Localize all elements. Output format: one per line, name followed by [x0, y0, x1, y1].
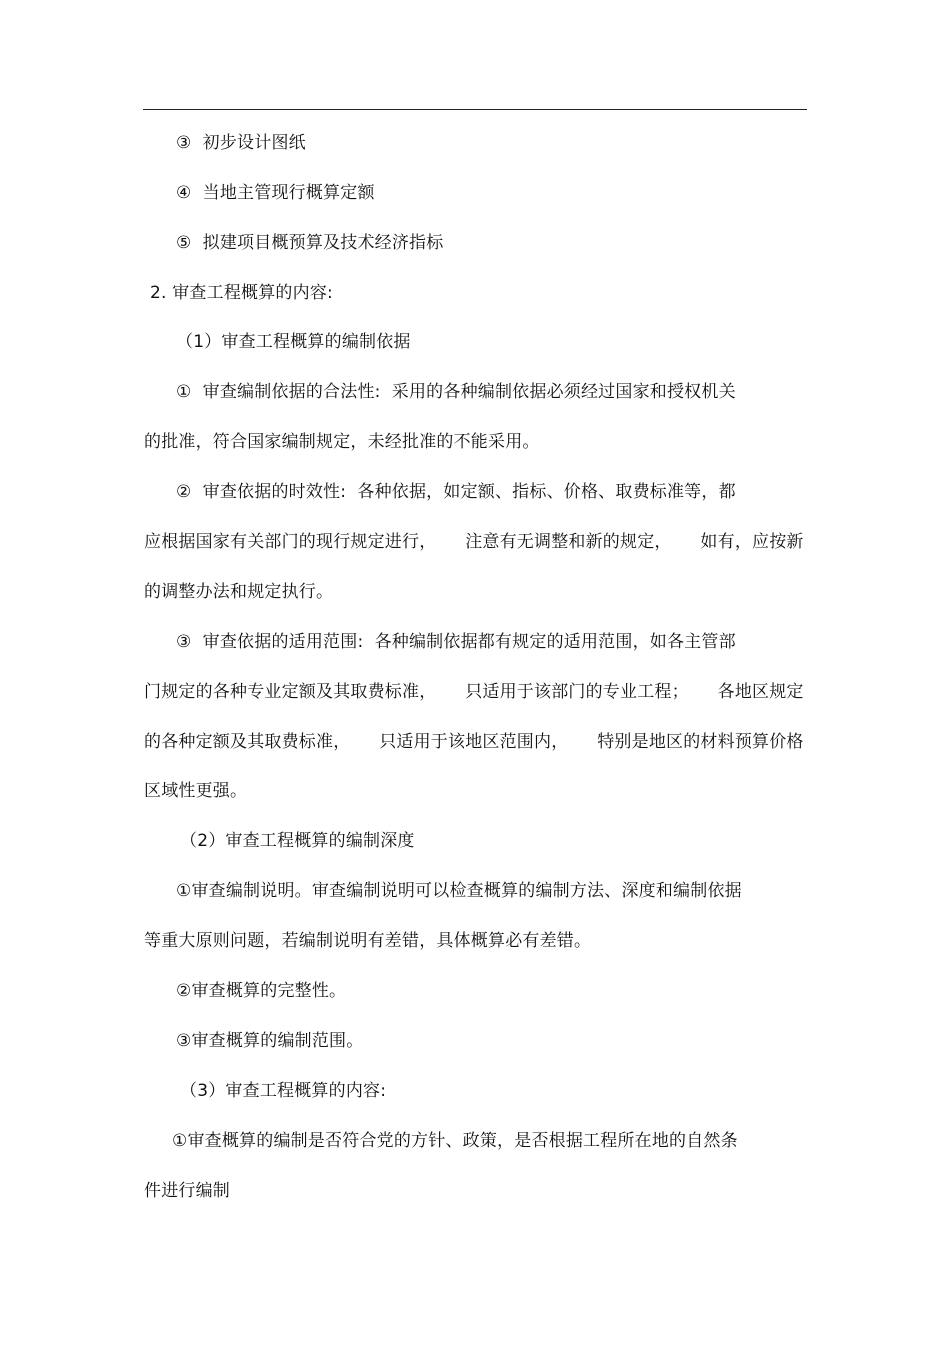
paragraph-line: 的各种定额及其取费标准， 只适用于该地区范围内， 特别是地区的材料预算价格: [144, 732, 804, 752]
subsection-heading-depth: （2）审查工程概算的编制深度: [180, 831, 415, 851]
paragraph-line: ① 审查编制依据的合法性: 采用的各种编制依据必须经过国家和授权机关: [176, 382, 736, 402]
paragraph-line: 的批准，符合国家编制规定，未经批准的不能采用。: [144, 432, 540, 452]
list-item-project-indicators: ⑤ 拟建项目概预算及技术经济指标: [176, 233, 444, 253]
paragraph-line: ③ 审查依据的适用范围: 各种编制依据都有规定的适用范围，如各主管部: [176, 632, 736, 652]
paragraph-line: 的调整办法和规定执行。: [144, 582, 334, 602]
paragraph-line: ②审查概算的完整性。: [176, 981, 347, 1001]
paragraph-line: ③审查概算的编制范围。: [176, 1031, 364, 1051]
subsection-heading-content: （3）审查工程概算的内容:: [180, 1081, 387, 1101]
paragraph-line: 件进行编制: [144, 1181, 230, 1201]
paragraph-line: ② 审查依据的时效性: 各种依据，如定额、指标、价格、取费标准等，都: [176, 482, 736, 502]
list-item-design-drawings: ③ 初步设计图纸: [176, 133, 306, 153]
subsection-heading-basis: （1）审查工程概算的编制依据: [176, 332, 411, 352]
header-rule: [143, 109, 807, 110]
paragraph-line: 门规定的各种专业定额及其取费标准， 只适用于该部门的专业工程； 各地区规定: [144, 682, 804, 702]
list-item-local-quota: ④ 当地主管现行概算定额: [176, 183, 375, 203]
paragraph-line: ①审查概算的编制是否符合党的方针、政策，是否根据工程所在地的自然条: [172, 1131, 738, 1151]
section-heading-review-content: 2. 审查工程概算的内容:: [150, 283, 333, 303]
paragraph-line: 区域性更强。: [144, 781, 248, 801]
paragraph-line: ①审查编制说明。审查编制说明可以检查概算的编制方法、深度和编制依据: [176, 881, 742, 901]
paragraph-line: 应根据国家有关部门的现行规定进行， 注意有无调整和新的规定， 如有，应按新: [144, 532, 804, 552]
paragraph-line: 等重大原则问题，若编制说明有差错，具体概算必有差错。: [144, 931, 592, 951]
